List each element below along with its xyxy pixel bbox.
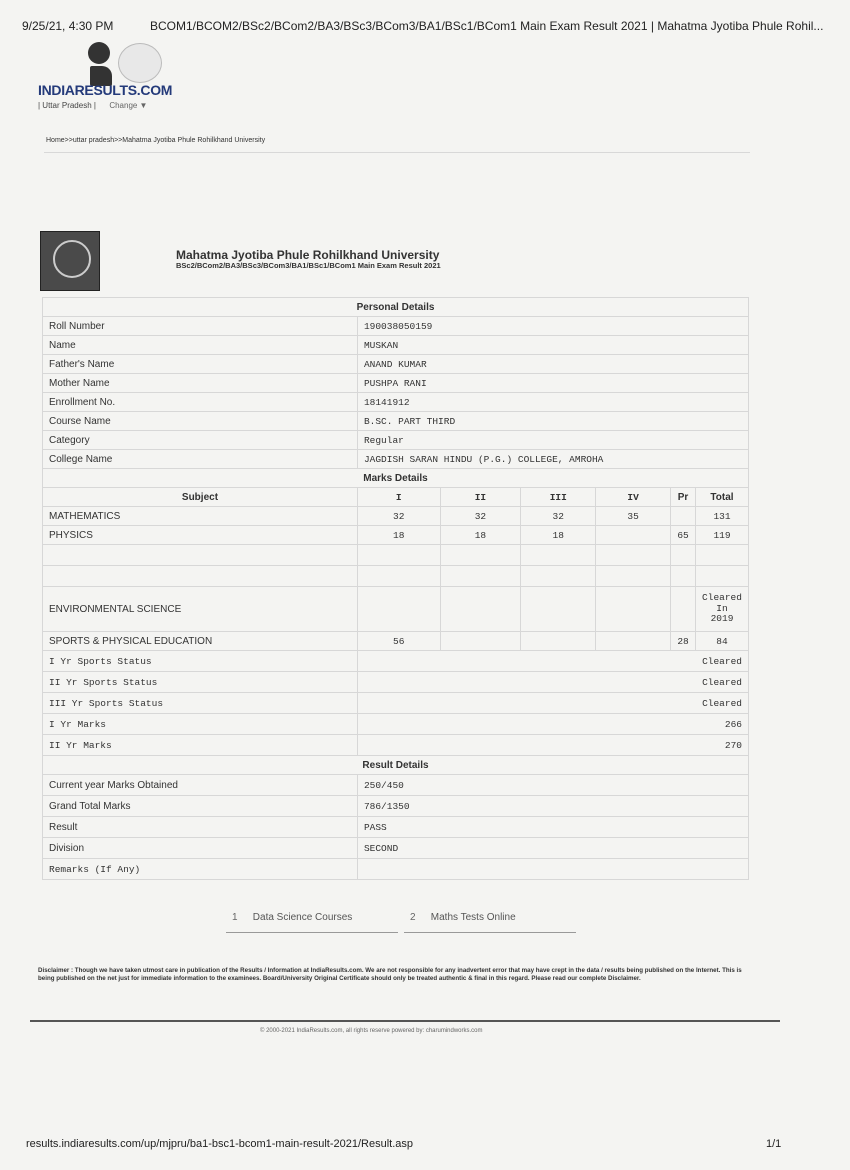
college-value: JAGDISH SARAN HINDU (P.G.) COLLEGE, AMROHA <box>357 450 748 469</box>
subject-name: ENVIRONMENTAL SCIENCE <box>43 587 358 632</box>
column-header: IV <box>596 488 671 507</box>
row-label: Name <box>43 336 358 355</box>
row-label: Enrollment No. <box>43 393 358 412</box>
mark-cell: 18 <box>521 526 596 545</box>
row-label: Category <box>43 431 358 450</box>
divider <box>404 932 576 933</box>
total-line: In <box>716 602 728 614</box>
marks-details-heading: Marks Details <box>43 469 749 488</box>
footer-divider <box>30 1020 780 1022</box>
mark-cell: 18 <box>357 526 440 545</box>
result-details-heading: Result Details <box>43 756 749 775</box>
table-row <box>43 735 749 756</box>
table-row <box>43 450 749 469</box>
row-label: II Yr Marks <box>43 735 358 756</box>
column-header: II <box>440 488 521 507</box>
enrollment-value: 18141912 <box>357 393 748 412</box>
site-logo[interactable] <box>38 40 173 125</box>
course-value: B.SC. PART THIRD <box>357 412 748 431</box>
divider <box>44 152 750 153</box>
marks-header-row <box>43 488 749 507</box>
table-row <box>43 651 749 672</box>
table-row <box>43 632 749 651</box>
total-line: Cleared <box>702 591 742 603</box>
empty-row <box>43 545 749 566</box>
table-row <box>43 587 749 632</box>
table-row <box>43 672 749 693</box>
row-label: Current year Marks Obtained <box>43 775 358 796</box>
divider <box>226 932 398 933</box>
university-name: Mahatma Jyotiba Phule Rohilkhand University <box>176 248 440 262</box>
print-page-title: BCOM1/BCOM2/BSc2/BCom2/BA3/BSc3/BCom3/BA1/BSc1/BCom1 Main Exam Result 2021 | Mahatma Jyotiba Phule Rohil... <box>150 19 824 33</box>
table-row <box>43 317 749 336</box>
ad-link-data-science[interactable] <box>232 912 352 923</box>
row-label: Grand Total Marks <box>43 796 358 817</box>
total-cell: 84 <box>696 632 749 651</box>
table-row <box>43 336 749 355</box>
table-row <box>43 775 749 796</box>
logo-head-icon <box>88 42 110 64</box>
print-datetime: 9/25/21, 4:30 PM <box>22 19 114 33</box>
copyright-text: © 2000-2021 IndiaResults.com, all rights reserve powered by: charumindworks.com <box>260 1028 483 1034</box>
status-value: Cleared <box>357 693 748 714</box>
state-label: | Uttar Pradesh | <box>38 101 96 110</box>
row-label: III Yr Sports Status <box>43 693 358 714</box>
mark-cell: 32 <box>357 507 440 526</box>
row-label: Result <box>43 817 358 838</box>
table-row <box>43 374 749 393</box>
division-value: SECOND <box>357 838 748 859</box>
total-line: 2019 <box>710 613 734 625</box>
subject-name: SPORTS & PHYSICAL EDUCATION <box>43 632 358 651</box>
column-header: Pr <box>671 488 696 507</box>
ad-label: Maths Tests Online <box>430 912 516 923</box>
ad-label: Data Science Courses <box>252 912 353 923</box>
result-value: PASS <box>357 817 748 838</box>
mark-cell <box>596 526 671 545</box>
status-value: 270 <box>357 735 748 756</box>
ad-link-maths-tests[interactable] <box>410 912 516 923</box>
row-label: Division <box>43 838 358 859</box>
total-cell <box>696 587 749 632</box>
mark-cell: 18 <box>440 526 521 545</box>
table-row <box>43 796 749 817</box>
exam-name: BSc2/BCom2/BA3/BSc3/BCom3/BA1/BSc1/BCom1 Main Exam Result 2021 <box>176 261 441 270</box>
row-label: Remarks (If Any) <box>43 859 358 880</box>
row-label: Roll Number <box>43 317 358 336</box>
subject-name: MATHEMATICS <box>43 507 358 526</box>
table-row <box>43 526 749 545</box>
mark-cell: 56 <box>357 632 440 651</box>
column-header: III <box>521 488 596 507</box>
marks-obtained-value: 250/450 <box>357 775 748 796</box>
column-header: Subject <box>43 488 358 507</box>
disclaimer-text: Disclaimer : Though we have taken utmost care in publication of the Results / Information at IndiaResults.com. We are not responsible for any inadvertent error that may have crept in the data / results being published on the Internet. This is being published on the net just for immediate information to the examinees. Board/University Original Certificate should only be treated authentic & final in this regard. Please read our complete Disclaimer. <box>38 967 742 983</box>
status-value: Cleared <box>357 672 748 693</box>
grand-total-value: 786/1350 <box>357 796 748 817</box>
table-row <box>43 714 749 735</box>
table-row <box>43 817 749 838</box>
change-state-link[interactable]: Change ▼ <box>109 101 148 110</box>
table-row <box>43 693 749 714</box>
university-emblem <box>40 231 100 291</box>
table-row <box>43 838 749 859</box>
result-table <box>42 297 749 880</box>
total-cell: 131 <box>696 507 749 526</box>
row-label: Course Name <box>43 412 358 431</box>
total-cell: 119 <box>696 526 749 545</box>
site-logo-text: INDIARESULTS.COM <box>38 82 173 98</box>
mark-cell: 32 <box>440 507 521 526</box>
column-header: I <box>357 488 440 507</box>
roll-number-value: 190038050159 <box>357 317 748 336</box>
breadcrumb[interactable]: Home>>uttar pradesh>>Mahatma Jyotiba Phule Rohilkhand University <box>46 137 266 144</box>
state-map-icon <box>118 43 162 83</box>
mark-cell: 32 <box>521 507 596 526</box>
row-label: Mother Name <box>43 374 358 393</box>
ad-number: 2 <box>410 912 416 923</box>
print-footer-url: results.indiaresults.com/up/mjpru/ba1-bsc1-bcom1-main-result-2021/Result.asp <box>26 1138 413 1150</box>
row-label: College Name <box>43 450 358 469</box>
father-name-value: ANAND KUMAR <box>357 355 748 374</box>
personal-details-heading: Personal Details <box>43 298 749 317</box>
mother-name-value: PUSHPA RANI <box>357 374 748 393</box>
row-label: I Yr Sports Status <box>43 651 358 672</box>
mark-cell <box>671 507 696 526</box>
table-row <box>43 393 749 412</box>
status-value: Cleared <box>357 651 748 672</box>
ad-number: 1 <box>232 912 238 923</box>
mark-cell: 65 <box>671 526 696 545</box>
row-label: Father's Name <box>43 355 358 374</box>
table-row <box>43 355 749 374</box>
table-row <box>43 507 749 526</box>
status-value: 266 <box>357 714 748 735</box>
row-label: I Yr Marks <box>43 714 358 735</box>
mark-cell: 28 <box>671 632 696 651</box>
subject-name: PHYSICS <box>43 526 358 545</box>
empty-row <box>43 566 749 587</box>
row-label: II Yr Sports Status <box>43 672 358 693</box>
name-value: MUSKAN <box>357 336 748 355</box>
mark-cell: 35 <box>596 507 671 526</box>
remarks-value <box>357 859 748 880</box>
table-row <box>43 859 749 880</box>
column-header: Total <box>696 488 749 507</box>
table-row <box>43 431 749 450</box>
state-selector <box>38 101 147 110</box>
category-value: Regular <box>357 431 748 450</box>
table-row <box>43 412 749 431</box>
print-page-number: 1/1 <box>766 1138 782 1150</box>
